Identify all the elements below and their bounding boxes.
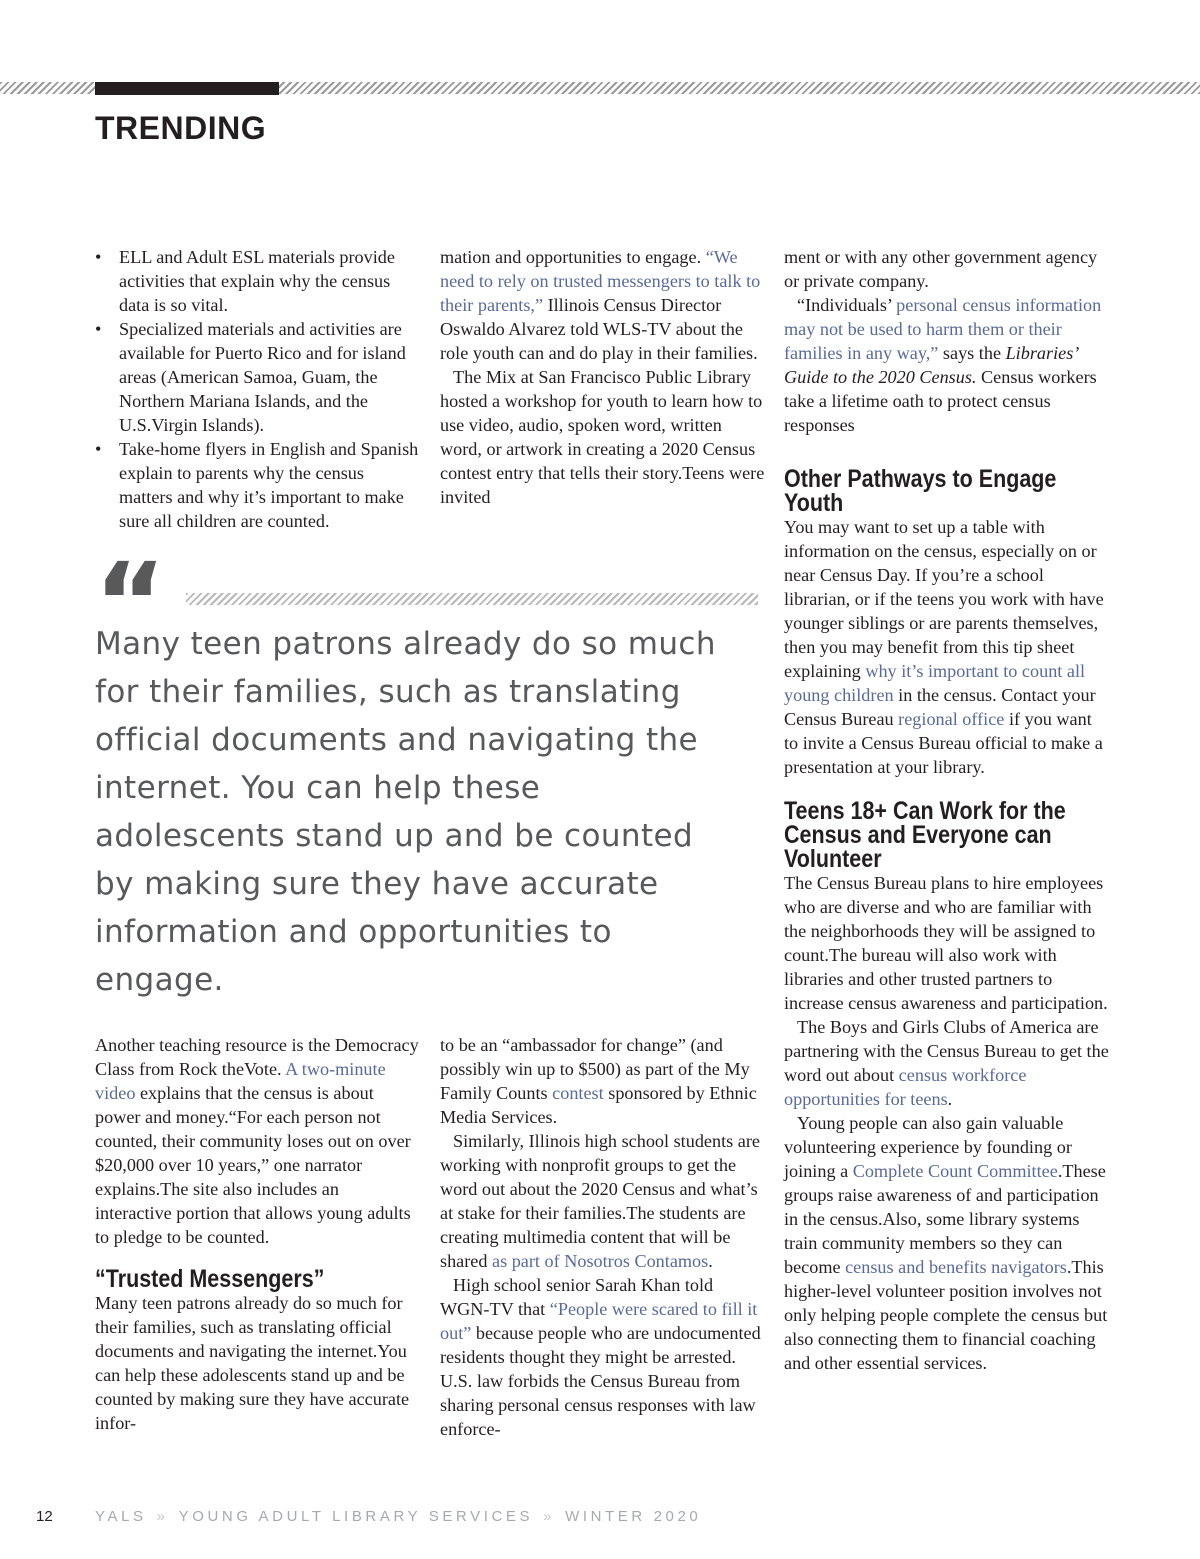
video-link[interactable]: A two-minute video bbox=[95, 1059, 386, 1103]
young-children-link[interactable]: why it’s important to count all young children bbox=[784, 661, 1086, 705]
paragraph bbox=[784, 293, 1109, 437]
nosotros-contamos-link[interactable]: as part of Nosotros Contamos bbox=[492, 1251, 709, 1271]
column-2-top bbox=[440, 245, 765, 509]
text: Young people can also gain valuable volunteering experience by founding or joining a bbox=[784, 1113, 1072, 1181]
section-title: TRENDING bbox=[95, 110, 267, 146]
regional-office-link[interactable]: regional office bbox=[898, 709, 1005, 729]
text: .This higher-level volunteer position involves not only helping people complete the census but also connecting them to financial coaching and other essential services. bbox=[784, 1257, 1108, 1373]
text: explains that the census is about power and money.“For each person not counted, their community loses out on over $20,000 over 10 years,” one narrator explains.The site also includes an interactive portion that allows young adults to pledge to be counted. bbox=[95, 1083, 411, 1247]
column-1-bottom bbox=[95, 1033, 420, 1435]
text: says the bbox=[938, 343, 1006, 363]
list-item: • Specialized materials and activities are available for Puerto Rico and for island areas (American Samoa, Guam, the Northern Mariana Islands, and the U.S.Virgin Islands). bbox=[95, 317, 420, 437]
text: Illinois Census Director Oswaldo Alvarez told WLS-TV about the role youth can and do play in their families. bbox=[440, 295, 758, 363]
footer-publication: YOUNG ADULT LIBRARY SERVICES bbox=[178, 1508, 534, 1525]
paragraph bbox=[784, 515, 1109, 779]
footer-issue: WINTER 2020 bbox=[565, 1508, 702, 1525]
paragraph bbox=[440, 1033, 765, 1129]
text: mation and opportunities to engage. bbox=[440, 247, 706, 267]
paragraph bbox=[784, 1111, 1109, 1375]
heading-trusted-messengers: “Trusted Messengers” bbox=[95, 1265, 325, 1293]
page-footer bbox=[0, 1506, 1200, 1530]
paragraph: The Mix at San Francisco Public Library hosted a workshop for youth to learn how to use video, audio, spoken word, written word, or artwork in creating a 2020 Census contest entry that tells their story.Teens were invited bbox=[440, 367, 765, 507]
heading-teens-work: Teens 18+ Can Work for the Census and Everyone can Volunteer bbox=[784, 797, 1066, 873]
paragraph: ment or with any other government agency or private company. bbox=[784, 247, 1098, 291]
footer-yals: YALS bbox=[95, 1508, 147, 1525]
text: .These groups raise awareness of and participation in the census.Also, some library systems train community members so they can become bbox=[784, 1161, 1106, 1277]
paragraph: Many teen patrons already do so much for their families, such as translating official documents and navigating the internet.You can help these adolescents stand up and be counted by making sure they have accurate infor- bbox=[95, 1293, 410, 1433]
running-footer bbox=[95, 1508, 701, 1525]
contest-link[interactable]: contest bbox=[552, 1083, 604, 1103]
paragraph: The Census Bureau plans to hire employees who are diverse and who are familiar with the neighborhoods they will be assigned to count.The bureau will also work with libraries and other trusted partners to increase census awareness and participation. bbox=[784, 873, 1108, 1013]
text: Similarly, Illinois high school students are working with nonprofit groups to get the word out about the 2020 Census and what’s at stake for their families.The students are creating multimedia content that will be shared bbox=[440, 1131, 760, 1271]
navigators-link[interactable]: census and benefits navigators bbox=[845, 1257, 1067, 1277]
column-1-top bbox=[95, 245, 420, 533]
personal-info-link[interactable]: personal census information may not be used to harm them or their families in any way,” bbox=[784, 295, 1102, 363]
paragraph bbox=[440, 1273, 765, 1441]
text: because people who are undocumented residents thought they might be arrested. U.S. law forbids the Census Bureau from sharing personal census responses with law enforce- bbox=[440, 1323, 761, 1439]
bullet-list bbox=[95, 245, 420, 533]
text: if you want to invite a Census Bureau official to make a presentation at your library. bbox=[784, 709, 1103, 777]
header-accent-bar bbox=[95, 82, 279, 95]
paragraph bbox=[440, 245, 765, 365]
paragraph bbox=[95, 1033, 420, 1249]
text: The Boys and Girls Clubs of America are partnering with the Census Bureau to get the word out about bbox=[784, 1017, 1109, 1085]
column-2-bottom bbox=[440, 1033, 765, 1441]
footer-separator: » bbox=[156, 1508, 169, 1525]
heading-other-pathways: Other Pathways to Engage Youth bbox=[784, 465, 1057, 517]
text: . bbox=[947, 1089, 953, 1109]
text: . bbox=[708, 1251, 713, 1271]
page-number: 12 bbox=[36, 1508, 53, 1525]
text: High school senior Sarah Khan told WGN-TV that bbox=[440, 1275, 714, 1319]
list-item: • Take-home flyers in English and Spanish explain to parents why the census matters and why it’s important to make sure all children are counted. bbox=[95, 437, 420, 533]
column-3 bbox=[784, 245, 1109, 1375]
text: sponsored by Ethnic Media Services. bbox=[440, 1083, 757, 1127]
complete-count-link[interactable]: Complete Count Committee bbox=[852, 1161, 1058, 1181]
footer-separator: » bbox=[543, 1508, 556, 1525]
text: You may want to set up a table with information on the census, especially on or near Census Day. If you’re a school librarian, or if the teens you work with have younger siblings or are parents themselves, then you may benefit from this tip sheet explaining bbox=[784, 517, 1104, 681]
list-item: • ELL and Adult ESL materials provide activities that explain why the census data is so vital. bbox=[95, 245, 420, 317]
text: Another teaching resource is the Democracy Class from Rock theVote. bbox=[95, 1035, 419, 1079]
quote-mark-icon: “ bbox=[94, 539, 161, 667]
paragraph bbox=[440, 1129, 765, 1273]
text: to be an “ambassador for change” (and possibly win up to $500) as part of the My Family Counts bbox=[440, 1035, 750, 1103]
pull-quote: Many teen patrons already do so much for their families, such as translating official documents and navigating the internet. You can help these adolescents stand up and be counted by making sure they have accurate information and opportunities to engage. bbox=[95, 626, 716, 998]
quote-hatch-rule bbox=[186, 593, 758, 605]
text: Census workers take a lifetime oath to protect census responses bbox=[784, 367, 1097, 435]
guide-title: Libraries’ Guide to the 2020 Census. bbox=[784, 343, 1078, 387]
text: “Individuals’ bbox=[797, 295, 897, 315]
workforce-link[interactable]: census workforce opportunities for teens bbox=[784, 1065, 1027, 1109]
paragraph bbox=[784, 1015, 1109, 1111]
text: in the census. Contact your Census Bureau bbox=[784, 685, 1096, 729]
quote-link[interactable]: “We need to rely on trusted messengers to talk to their parents,” bbox=[440, 247, 761, 315]
people-scared-link[interactable]: “People were scared to fill it out” bbox=[440, 1299, 758, 1343]
